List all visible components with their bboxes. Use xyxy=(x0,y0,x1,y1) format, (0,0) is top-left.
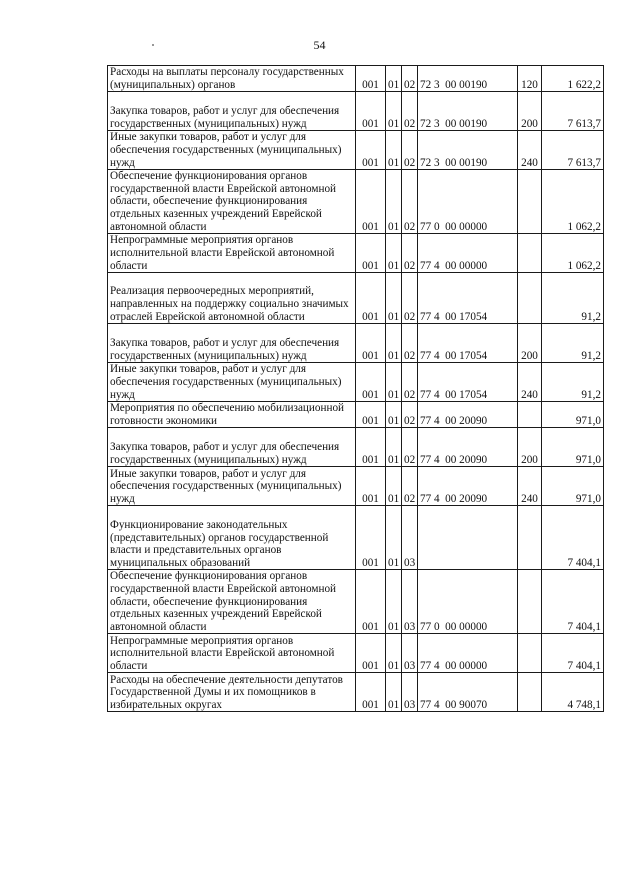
expense-name: Иные закупки товаров, работ и услуг для обеспечения государственных (муниципальных) нужд xyxy=(108,467,356,506)
expense-type-code xyxy=(518,234,542,273)
amount: 7 613,7 xyxy=(542,131,604,170)
amount: 7 404,1 xyxy=(542,634,604,673)
table-row xyxy=(108,170,604,234)
ministry-code: 001 xyxy=(356,66,386,92)
ministry-code: 001 xyxy=(356,506,386,570)
subsection-code: 02 xyxy=(402,467,418,506)
section-code: 01 xyxy=(386,634,402,673)
expense-name: Обеспечение функционирования органов государственной власти Еврейской автономной области, обеспечение функционирования отдельных казенных учреждений Еврейской автономной области xyxy=(108,570,356,634)
expense-type-code xyxy=(518,402,542,428)
subsection-code: 03 xyxy=(402,673,418,712)
target-article-code: 77 4 00 17054 xyxy=(418,363,518,402)
table-row xyxy=(108,273,604,324)
subsection-code: 02 xyxy=(402,170,418,234)
subsection-code: 02 xyxy=(402,428,418,467)
target-article-code: 72 3 00 00190 xyxy=(418,92,518,131)
page-number: 54 xyxy=(313,38,326,52)
target-article-code: 77 4 00 17054 xyxy=(418,273,518,324)
amount: 971,0 xyxy=(542,467,604,506)
budget-table xyxy=(107,65,604,712)
expense-type-code xyxy=(518,170,542,234)
subsection-code: 02 xyxy=(402,234,418,273)
subsection-code: 02 xyxy=(402,273,418,324)
table-row xyxy=(108,428,604,467)
target-article-code: 77 4 00 20090 xyxy=(418,402,518,428)
target-article-code: 72 3 00 00190 xyxy=(418,66,518,92)
expense-name: Расходы на выплаты персоналу государственных (муниципальных) органов xyxy=(108,66,356,92)
target-article-code: 77 4 00 00000 xyxy=(418,634,518,673)
table-row xyxy=(108,570,604,634)
section-code: 01 xyxy=(386,402,402,428)
amount: 7 613,7 xyxy=(542,92,604,131)
expense-name: Непрограммные мероприятия органов исполнительной власти Еврейской автономной области xyxy=(108,234,356,273)
section-code: 01 xyxy=(386,467,402,506)
scan-speck xyxy=(152,44,154,46)
section-code: 01 xyxy=(386,506,402,570)
target-article-code: 77 4 00 20090 xyxy=(418,467,518,506)
amount: 971,0 xyxy=(542,428,604,467)
ministry-code: 001 xyxy=(356,467,386,506)
table-row xyxy=(108,234,604,273)
table-row xyxy=(108,467,604,506)
ministry-code: 001 xyxy=(356,673,386,712)
expense-name: Мероприятия по обеспечению мобилизационной готовности экономики xyxy=(108,402,356,428)
amount: 1 062,2 xyxy=(542,234,604,273)
amount: 7 404,1 xyxy=(542,570,604,634)
target-article-code xyxy=(418,506,518,570)
expense-type-code: 240 xyxy=(518,363,542,402)
ministry-code: 001 xyxy=(356,634,386,673)
expense-type-code xyxy=(518,570,542,634)
amount: 91,2 xyxy=(542,273,604,324)
amount: 91,2 xyxy=(542,363,604,402)
expense-type-code xyxy=(518,506,542,570)
subsection-code: 02 xyxy=(402,363,418,402)
expense-type-code xyxy=(518,673,542,712)
section-code: 01 xyxy=(386,673,402,712)
expense-type-code: 200 xyxy=(518,428,542,467)
section-code: 01 xyxy=(386,363,402,402)
subsection-code: 02 xyxy=(402,402,418,428)
expense-name: Иные закупки товаров, работ и услуг для обеспечения государственных (муниципальных) нужд xyxy=(108,131,356,170)
ministry-code: 001 xyxy=(356,92,386,131)
expense-type-code: 200 xyxy=(518,324,542,363)
subsection-code: 02 xyxy=(402,131,418,170)
expense-type-code: 240 xyxy=(518,467,542,506)
expense-name: Реализация первоочередных мероприятий, направленных на поддержку социально значимых отраслей Еврейской автономной области xyxy=(108,273,356,324)
ministry-code: 001 xyxy=(356,324,386,363)
section-code: 01 xyxy=(386,273,402,324)
section-code: 01 xyxy=(386,170,402,234)
target-article-code: 72 3 00 00190 xyxy=(418,131,518,170)
target-article-code: 77 4 00 90070 xyxy=(418,673,518,712)
target-article-code: 77 0 00 00000 xyxy=(418,570,518,634)
amount: 1 622,2 xyxy=(542,66,604,92)
expense-type-code: 200 xyxy=(518,92,542,131)
section-code: 01 xyxy=(386,234,402,273)
table-row xyxy=(108,92,604,131)
expense-name: Обеспечение функционирования органов государственной власти Еврейской автономной области, обеспечение функционирования отдельных казенных учреждений Еврейской автономной области xyxy=(108,170,356,234)
amount: 1 062,2 xyxy=(542,170,604,234)
table-row xyxy=(108,363,604,402)
ministry-code: 001 xyxy=(356,570,386,634)
amount: 7 404,1 xyxy=(542,506,604,570)
section-code: 01 xyxy=(386,324,402,363)
subsection-code: 02 xyxy=(402,324,418,363)
section-code: 01 xyxy=(386,570,402,634)
section-code: 01 xyxy=(386,428,402,467)
subsection-code: 02 xyxy=(402,66,418,92)
expense-name: Непрограммные мероприятия органов исполнительной власти Еврейской автономной области xyxy=(108,634,356,673)
expense-name: Закупка товаров, работ и услуг для обеспечения государственных (муниципальных) нужд xyxy=(108,428,356,467)
expense-type-code: 240 xyxy=(518,131,542,170)
subsection-code: 02 xyxy=(402,92,418,131)
ministry-code: 001 xyxy=(356,170,386,234)
target-article-code: 77 0 00 00000 xyxy=(418,170,518,234)
expense-name: Иные закупки товаров, работ и услуг для обеспечения государственных (муниципальных) нужд xyxy=(108,363,356,402)
expense-type-code xyxy=(518,634,542,673)
expense-type-code: 120 xyxy=(518,66,542,92)
table-row xyxy=(108,402,604,428)
table-row xyxy=(108,66,604,92)
target-article-code: 77 4 00 00000 xyxy=(418,234,518,273)
subsection-code: 03 xyxy=(402,570,418,634)
ministry-code: 001 xyxy=(356,402,386,428)
target-article-code: 77 4 00 20090 xyxy=(418,428,518,467)
expense-name: Функционирование законодательных (представительных) органов государственной власти и представительных органов муниципальных образований xyxy=(108,506,356,570)
expense-name: Закупка товаров, работ и услуг для обеспечения государственных (муниципальных) нужд xyxy=(108,324,356,363)
subsection-code: 03 xyxy=(402,634,418,673)
section-code: 01 xyxy=(386,66,402,92)
subsection-code: 03 xyxy=(402,506,418,570)
expense-name: Закупка товаров, работ и услуг для обеспечения государственных (муниципальных) нужд xyxy=(108,92,356,131)
ministry-code: 001 xyxy=(356,131,386,170)
amount: 91,2 xyxy=(542,324,604,363)
ministry-code: 001 xyxy=(356,273,386,324)
ministry-code: 001 xyxy=(356,234,386,273)
table-row xyxy=(108,506,604,570)
target-article-code: 77 4 00 17054 xyxy=(418,324,518,363)
amount: 971,0 xyxy=(542,402,604,428)
section-code: 01 xyxy=(386,92,402,131)
amount: 4 748,1 xyxy=(542,673,604,712)
table-row xyxy=(108,634,604,673)
expense-name: Расходы на обеспечение деятельности депутатов Государственной Думы и их помощников в избирательных округах xyxy=(108,673,356,712)
ministry-code: 001 xyxy=(356,428,386,467)
ministry-code: 001 xyxy=(356,363,386,402)
table-row xyxy=(108,324,604,363)
table-row xyxy=(108,673,604,712)
table-row xyxy=(108,131,604,170)
expense-type-code xyxy=(518,273,542,324)
section-code: 01 xyxy=(386,131,402,170)
